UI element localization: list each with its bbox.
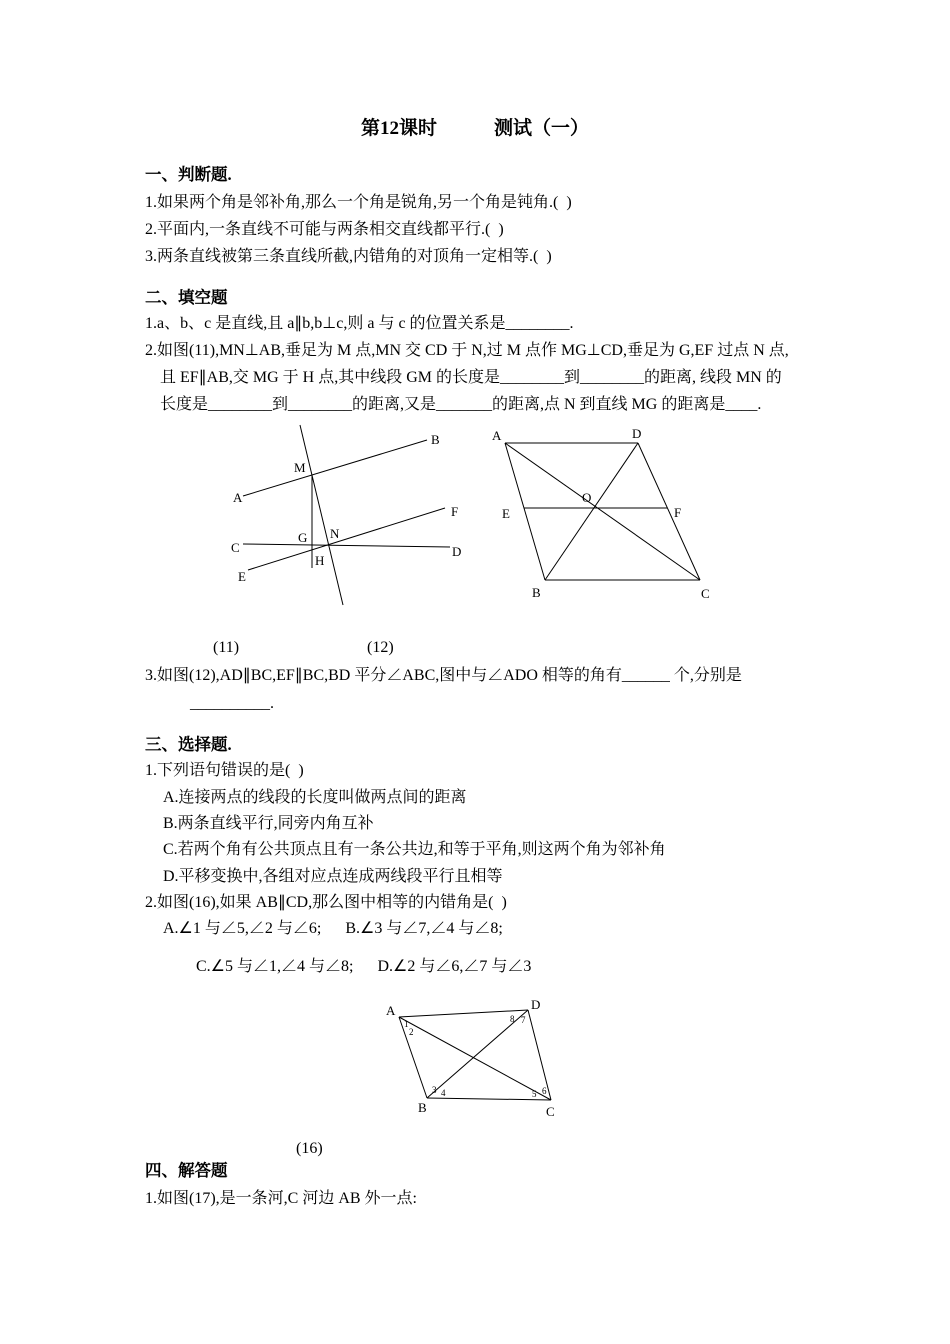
fig16-angle-6: 6 — [542, 1086, 547, 1096]
s3-item-1: 1.下列语句错误的是( ) — [145, 762, 304, 779]
fig16-angle-2: 2 — [409, 1027, 414, 1037]
figure-11-geometry-diagram — [215, 420, 475, 615]
s3-item-2: 2.如图(16),如果 AB∥CD,那么图中相等的内错角是( ) — [145, 894, 507, 911]
s2-item-1: 1.a、b、c 是直线,且 a∥b,b⊥c,则 a 与 c 的位置关系是________. — [145, 315, 574, 332]
fig16-angle-5: 5 — [532, 1089, 537, 1099]
fig11-label-N: N — [330, 526, 340, 541]
fig16-label-A: A — [386, 1003, 396, 1018]
fig12-caption: (12) — [367, 639, 394, 656]
fig16-line-DC — [528, 1010, 551, 1100]
fig11-label-C: C — [231, 540, 240, 555]
s2-item-2-line1: 2.如图(11),MN⊥AB,垂足为 M 点,MN 交 CD 于 N,过 M 点作 MG⊥CD,垂足为 G,EF 过点 N 点, — [145, 342, 789, 359]
fig16-label-C: C — [546, 1104, 555, 1119]
s2-item-2-line2: 且 EF∥AB,交 MG 于 H 点,其中线段 GM 的长度是________到________的距离, 线段 MN 的 — [160, 369, 782, 386]
section4-heading: 四、解答题 — [145, 1161, 228, 1180]
fig12-diagonal-BD — [545, 443, 638, 580]
fig11-line-EF — [248, 508, 445, 570]
s3-item-1-option-D: D.平移变换中,各组对应点连成两线段平行且相等 — [163, 868, 503, 885]
fig12-label-C: C — [701, 586, 710, 601]
s2-item-3-line1: 3.如图(12),AD∥BC,EF∥BC,BD 平分∠ABC,图中与∠ADO 相等的角有______ 个,分别是 — [145, 667, 742, 684]
s1-item-1: 1.如果两个角是邻补角,那么一个角是锐角,另一个角是钝角.( ) — [145, 194, 572, 211]
fig16-diagonal-AC — [399, 1017, 551, 1100]
fig16-line-AD — [399, 1010, 528, 1017]
section1-heading: 一、判断题. — [145, 165, 232, 184]
fig11-label-E: E — [238, 569, 246, 584]
fig12-label-A: A — [492, 428, 502, 443]
fig11-label-G: G — [298, 530, 308, 545]
fig12-label-E: E — [502, 506, 510, 521]
fig11-caption: (11) — [213, 639, 240, 656]
fig12-label-F: F — [674, 505, 682, 520]
fig11-line-AB — [243, 440, 427, 496]
fig11-label-A: A — [233, 490, 243, 505]
fig11-label-H: H — [315, 553, 325, 568]
s2-item-3-line2: __________. — [190, 695, 274, 712]
fig11-line-MN — [300, 425, 343, 605]
section2-heading: 二、填空题 — [145, 288, 228, 307]
fig16-angle-1: 1 — [404, 1019, 409, 1029]
fig16-angle-3: 3 — [432, 1085, 437, 1095]
s3-item-1-option-B: B.两条直线平行,同旁内角互补 — [163, 815, 374, 832]
fig12-diagonal-AC — [505, 443, 700, 580]
fig11-label-F: F — [451, 504, 459, 519]
figure-16-quadrilateral-diagram — [380, 995, 580, 1125]
fig12-label-B: B — [532, 585, 541, 600]
fig16-angle-4: 4 — [441, 1088, 446, 1098]
s3-item-2-options-CD: C.∠5 与∠1,∠4 与∠8; D.∠2 与∠6,∠7 与∠3 — [196, 958, 532, 975]
fig16-caption: (16) — [296, 1140, 323, 1157]
fig12-label-O: O — [582, 490, 592, 505]
s3-item-1-option-A: A.连接两点的线段的长度叫做两点间的距离 — [163, 789, 467, 806]
figure-12-parallelogram-diagram — [480, 420, 720, 605]
fig11-line-CD — [243, 544, 450, 547]
section3-heading: 三、选择题. — [145, 735, 232, 754]
s2-item-2-line3: 长度是________到________的距离,又是_______的距离,点 N 到直线 MG 的距离是____. — [160, 396, 762, 413]
fig16-label-B: B — [418, 1100, 427, 1115]
s4-item-1: 1.如图(17),是一条河,C 河边 AB 外一点: — [145, 1190, 418, 1207]
fig12-line-AB — [505, 443, 545, 580]
fig11-label-M: M — [294, 460, 306, 475]
fig11-label-B: B — [431, 432, 440, 447]
fig12-line-DC — [638, 443, 700, 580]
page-title: 第12课时 测试（一） — [360, 118, 589, 139]
fig16-label-D: D — [531, 997, 541, 1012]
fig11-label-D: D — [452, 544, 462, 559]
s3-item-2-options-AB: A.∠1 与∠5,∠2 与∠6; B.∠3 与∠7,∠4 与∠8; — [163, 920, 503, 937]
fig12-label-D: D — [632, 426, 642, 441]
s3-item-1-option-C: C.若两个角有公共顶点且有一条公共边,和等于平角,则这两个角为邻补角 — [163, 841, 666, 858]
fig16-angle-8: 8 — [510, 1014, 515, 1024]
s1-item-3: 3.两条直线被第三条直线所截,内错角的对顶角一定相等.( ) — [145, 248, 552, 265]
fig16-angle-7: 7 — [521, 1015, 526, 1025]
s1-item-2: 2.平面内,一条直线不可能与两条相交直线都平行.( ) — [145, 221, 504, 238]
